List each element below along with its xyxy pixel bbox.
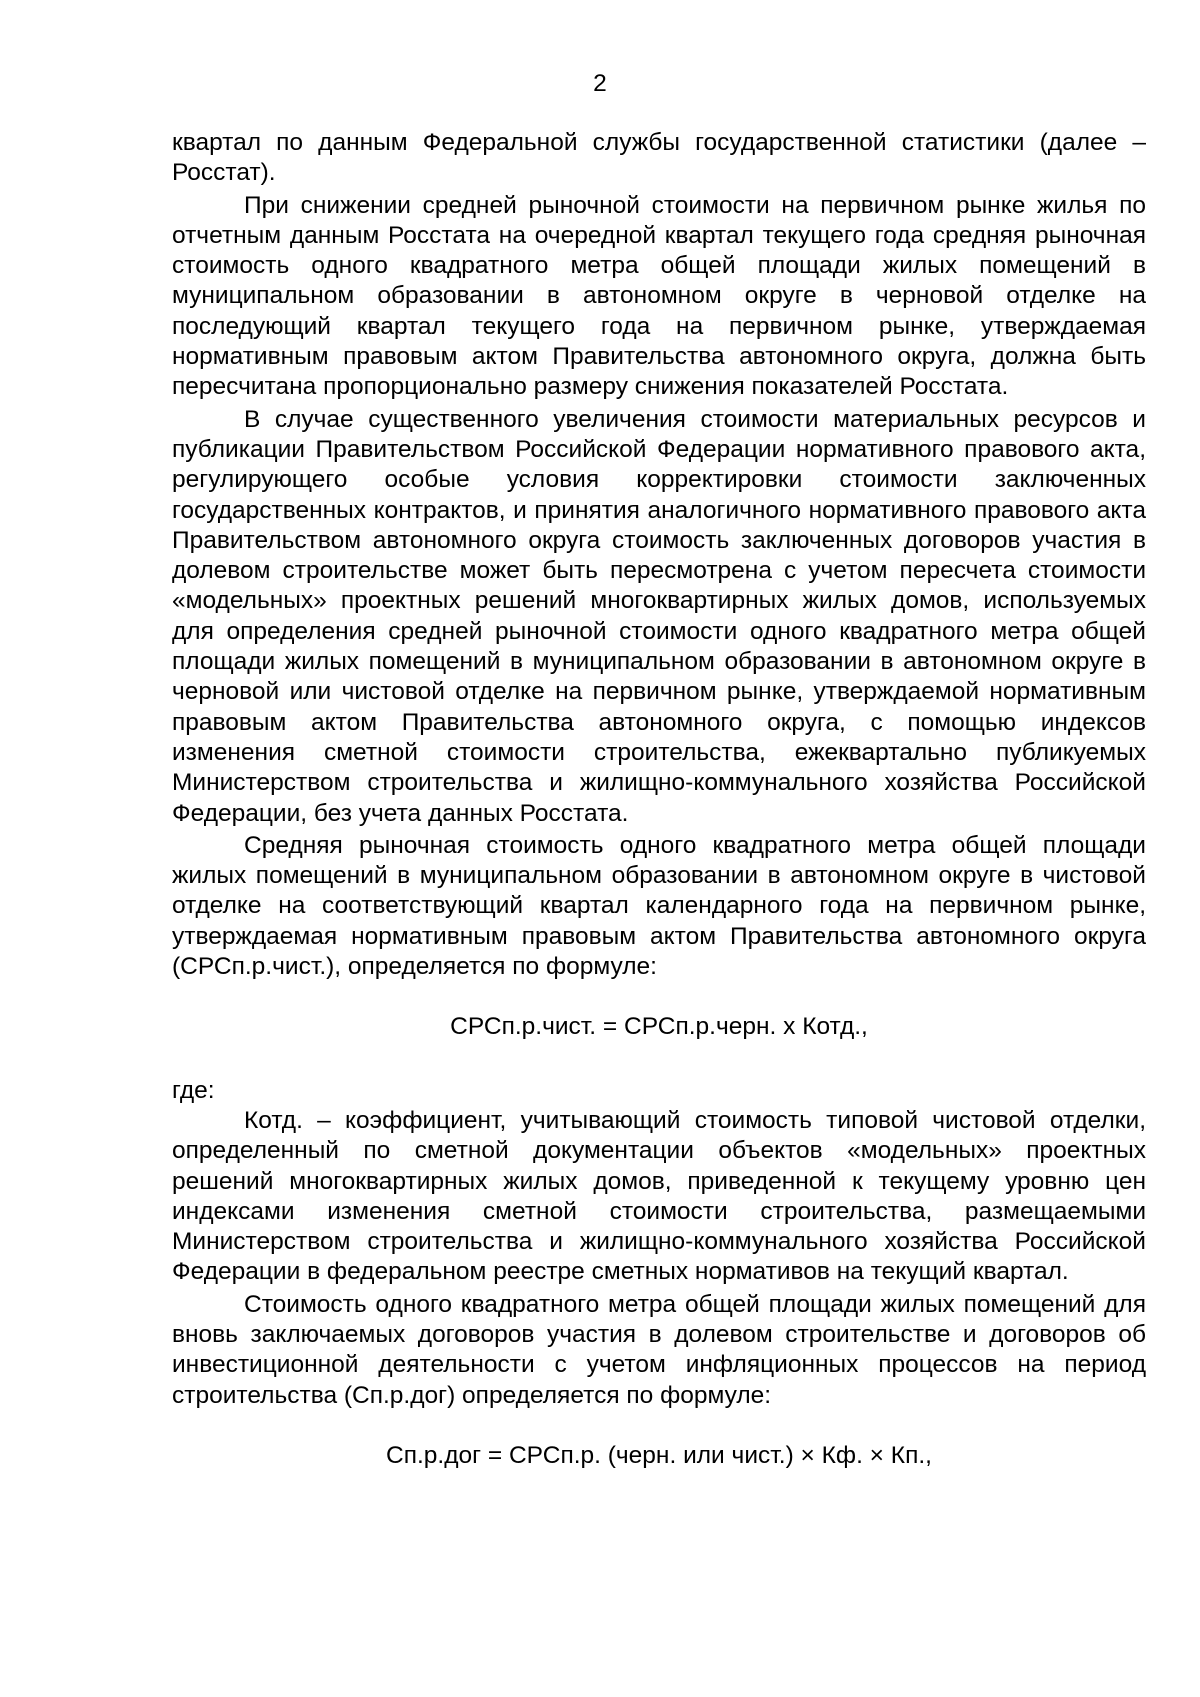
- paragraph-price-decrease: При снижении средней рыночной стоимости на первичном рынке жилья по отчетным данным Росстата на очередной квартал текущего года средняя рыночная стоимость одного квадратного метра общей площади жилых помещений в муниципальном образовании в автономном округе в черновой отделке на последующий квартал текущего года на первичном рынке, утверждаемая нормативным правовым актом Правительства автономного округа, должна быть пересчитана пропорционально размеру снижения показателей Росстата.: [172, 191, 1146, 401]
- paragraph-cost-increase: В случае существенного увеличения стоимости материальных ресурсов и публикации Правительством Российской Федерации нормативного правового акта, регулирующего особые условия корректировки стоимости заключенных государственных контрактов, и принятия аналогичного нормативного правового акта Правительством автономного округа стоимость заключенных договоров участия в долевом строительстве может быть пересмотрена с учетом пересчета стоимости «модельных» проектных решений многоквартирных жилых домов, используемых для определения средней рыночной стоимости одного квадратного метра общей площади жилых помещений в муниципальном образовании в автономном округе в черновой или чистовой отделке на первичном рынке, утверждаемой нормативным правовым актом Правительства автономного округа, с помощью индексов изменения сметной стоимости строительства, ежеквартально публикуемых Министерством строительства и жилищно-коммунального хозяйства Российской Федерации, без учета данных Росстата.: [172, 405, 1146, 827]
- paragraph-finishing-cost: Средняя рыночная стоимость одного квадратного метра общей площади жилых помещений в муниципальном образовании в автономном округе в чистовой отделке на соответствующий квартал календарного года на первичном рынке, утверждаемая нормативным правовым актом Правительства автономного округа (СРСп.р.чист.), определяется по формуле:: [172, 831, 1146, 981]
- document-body: [172, 128, 1146, 1471]
- paragraph-continuation: квартал по данным Федеральной службы государственной статистики (далее – Росстат).: [172, 129, 1146, 187]
- formula-finishing: СРСп.р.чист. = СРСп.р.черн. х Котд.,: [450, 1013, 868, 1041]
- where-label: где:: [172, 1076, 215, 1104]
- formula-contract: Сп.р.дог = СРСп.р. (черн. или чист.) × Кф. × Кп.,: [386, 1441, 932, 1469]
- paragraph-contract-cost: Стоимость одного квадратного метра общей площади жилых помещений для вновь заключаемых договоров участия в долевом строительстве и договоров об инвестиционной деятельности с учетом инфляционных процессов на период строительства (Сп.р.дог) определяется по формуле:: [172, 1290, 1146, 1409]
- paragraph-coefficient-definition: Котд. – коэффициент, учитывающий стоимость типовой чистовой отделки, определенный по сметной документации объектов «модельных» проектных решений многоквартирных жилых домов, приведенной к текущему уровню цен индексами изменения сметной стоимости строительства, размещаемыми Министерством строительства и жилищно-коммунального хозяйства Российской Федерации в федеральном реестре сметных нормативов на текущий квартал.: [172, 1106, 1146, 1286]
- page-number: 2: [593, 70, 607, 97]
